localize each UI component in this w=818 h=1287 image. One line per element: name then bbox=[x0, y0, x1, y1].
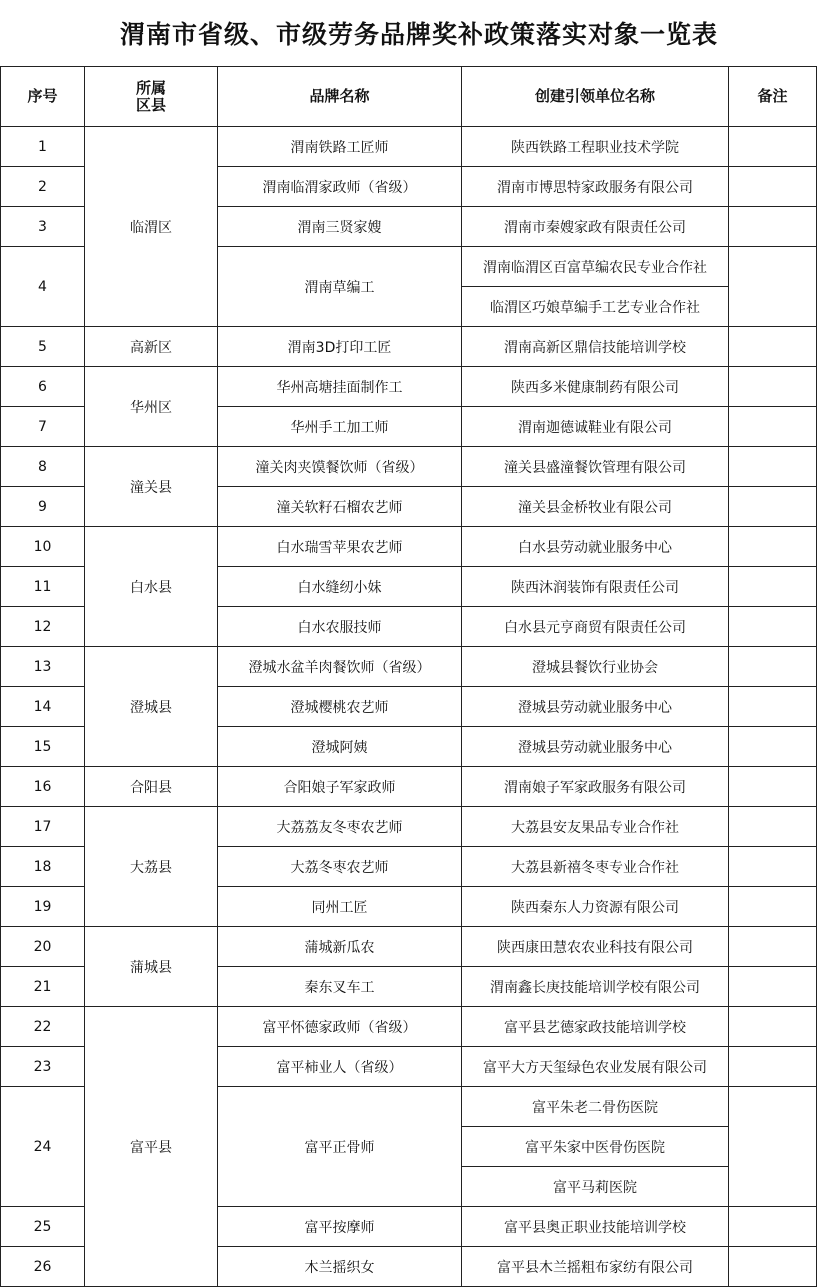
seq-cell: 1 bbox=[1, 127, 85, 167]
seq-cell: 12 bbox=[1, 607, 85, 647]
brand-cell: 潼关软籽石榴农艺师 bbox=[218, 487, 462, 527]
table-row bbox=[1, 647, 817, 687]
seq-cell: 23 bbox=[1, 1047, 85, 1087]
brand-cell: 蒲城新瓜农 bbox=[218, 927, 462, 967]
unit-cell: 渭南鑫长庚技能培训学校有限公司 bbox=[462, 967, 729, 1007]
note-cell bbox=[729, 367, 817, 407]
brand-cell: 渭南铁路工匠师 bbox=[218, 127, 462, 167]
table-row bbox=[1, 527, 817, 567]
note-cell bbox=[729, 167, 817, 207]
brand-cell: 白水农服技师 bbox=[218, 607, 462, 647]
brand-cell: 大荔冬枣农艺师 bbox=[218, 847, 462, 887]
note-cell bbox=[729, 1207, 817, 1247]
unit-cell: 陕西秦东人力资源有限公司 bbox=[462, 887, 729, 927]
unit-cell: 大荔县新禧冬枣专业合作社 bbox=[462, 847, 729, 887]
unit-cell: 富平县艺德家政技能培训学校 bbox=[462, 1007, 729, 1047]
brand-cell: 白水缝纫小妹 bbox=[218, 567, 462, 607]
note-cell bbox=[729, 967, 817, 1007]
note-cell bbox=[729, 447, 817, 487]
header-district bbox=[85, 67, 218, 127]
note-cell bbox=[729, 767, 817, 807]
unit-cell: 潼关县金桥牧业有限公司 bbox=[462, 487, 729, 527]
district-cell: 高新区 bbox=[85, 327, 218, 367]
seq-cell: 4 bbox=[1, 247, 85, 327]
seq-cell: 10 bbox=[1, 527, 85, 567]
seq-cell: 18 bbox=[1, 847, 85, 887]
brand-cell: 富平按摩师 bbox=[218, 1207, 462, 1247]
unit-cell: 富平朱家中医骨伤医院 bbox=[462, 1127, 729, 1167]
unit-cell: 渭南市秦嫂家政有限责任公司 bbox=[462, 207, 729, 247]
page-title: 渭南市省级、市级劳务品牌奖补政策落实对象一览表 bbox=[119, 20, 718, 49]
note-cell bbox=[729, 807, 817, 847]
brand-cell: 富平怀德家政师（省级） bbox=[218, 1007, 462, 1047]
header-unit: 创建引领单位名称 bbox=[462, 67, 729, 127]
unit-cell: 富平大方天玺绿色农业发展有限公司 bbox=[462, 1047, 729, 1087]
note-cell bbox=[729, 887, 817, 927]
seq-cell: 15 bbox=[1, 727, 85, 767]
note-cell bbox=[729, 607, 817, 647]
note-cell bbox=[729, 847, 817, 887]
seq-cell: 21 bbox=[1, 967, 85, 1007]
note-cell bbox=[729, 127, 817, 167]
brand-cell: 大荔荔友冬枣农艺师 bbox=[218, 807, 462, 847]
policy-table bbox=[0, 66, 817, 1287]
note-cell bbox=[729, 1247, 817, 1287]
seq-cell: 5 bbox=[1, 327, 85, 367]
seq-cell: 25 bbox=[1, 1207, 85, 1247]
seq-cell: 7 bbox=[1, 407, 85, 447]
note-cell bbox=[729, 327, 817, 367]
note-cell bbox=[729, 207, 817, 247]
seq-cell: 14 bbox=[1, 687, 85, 727]
seq-cell: 2 bbox=[1, 167, 85, 207]
seq-cell: 9 bbox=[1, 487, 85, 527]
district-cell: 蒲城县 bbox=[85, 927, 218, 1007]
seq-cell: 3 bbox=[1, 207, 85, 247]
note-cell bbox=[729, 727, 817, 767]
seq-cell: 11 bbox=[1, 567, 85, 607]
seq-cell: 16 bbox=[1, 767, 85, 807]
note-cell bbox=[729, 527, 817, 567]
brand-cell: 澄城阿姨 bbox=[218, 727, 462, 767]
seq-cell: 6 bbox=[1, 367, 85, 407]
district-cell: 潼关县 bbox=[85, 447, 218, 527]
brand-cell: 渭南临渭家政师（省级） bbox=[218, 167, 462, 207]
note-cell bbox=[729, 687, 817, 727]
unit-cell: 渭南娘子军家政服务有限公司 bbox=[462, 767, 729, 807]
unit-cell: 陕西沐润装饰有限责任公司 bbox=[462, 567, 729, 607]
brand-cell: 华州高塘挂面制作工 bbox=[218, 367, 462, 407]
note-cell bbox=[729, 1007, 817, 1047]
unit-cell: 陕西多米健康制药有限公司 bbox=[462, 367, 729, 407]
seq-cell: 17 bbox=[1, 807, 85, 847]
note-cell bbox=[729, 407, 817, 447]
header-district-line1: 所属 bbox=[135, 78, 166, 97]
unit-cell: 陕西铁路工程职业技术学院 bbox=[462, 127, 729, 167]
table-row bbox=[1, 767, 817, 807]
seq-cell: 26 bbox=[1, 1247, 85, 1287]
brand-cell: 华州手工加工师 bbox=[218, 407, 462, 447]
district-cell: 合阳县 bbox=[85, 767, 218, 807]
brand-cell: 富平正骨师 bbox=[218, 1087, 462, 1207]
header-seq: 序号 bbox=[1, 67, 85, 127]
brand-cell: 渭南3D打印工匠 bbox=[218, 327, 462, 367]
unit-cell: 渭南临渭区百富草编农民专业合作社 bbox=[462, 247, 729, 287]
brand-cell: 渭南三贤家嫂 bbox=[218, 207, 462, 247]
unit-cell: 陕西康田慧农农业科技有限公司 bbox=[462, 927, 729, 967]
brand-cell: 同州工匠 bbox=[218, 887, 462, 927]
district-cell: 富平县 bbox=[85, 1007, 218, 1287]
table-row bbox=[1, 447, 817, 487]
unit-cell: 澄城县劳动就业服务中心 bbox=[462, 687, 729, 727]
table-row bbox=[1, 807, 817, 847]
table-header-row bbox=[1, 67, 817, 127]
unit-cell: 大荔县安友果品专业合作社 bbox=[462, 807, 729, 847]
seq-cell: 20 bbox=[1, 927, 85, 967]
header-district-line2: 区县 bbox=[135, 95, 166, 114]
district-cell: 临渭区 bbox=[85, 127, 218, 327]
seq-cell: 13 bbox=[1, 647, 85, 687]
unit-cell: 富平县木兰摇粗布家纺有限公司 bbox=[462, 1247, 729, 1287]
unit-cell: 渭南迦德诚鞋业有限公司 bbox=[462, 407, 729, 447]
seq-cell: 8 bbox=[1, 447, 85, 487]
unit-cell: 富平县奥正职业技能培训学校 bbox=[462, 1207, 729, 1247]
table-row bbox=[1, 367, 817, 407]
brand-cell: 合阳娘子军家政师 bbox=[218, 767, 462, 807]
brand-cell: 潼关肉夹馍餐饮师（省级） bbox=[218, 447, 462, 487]
district-cell: 大荔县 bbox=[85, 807, 218, 927]
unit-cell: 渭南市博思特家政服务有限公司 bbox=[462, 167, 729, 207]
district-cell: 华州区 bbox=[85, 367, 218, 447]
seq-cell: 22 bbox=[1, 1007, 85, 1047]
brand-cell: 秦东叉车工 bbox=[218, 967, 462, 1007]
unit-cell: 白水县元亨商贸有限责任公司 bbox=[462, 607, 729, 647]
unit-cell: 澄城县餐饮行业协会 bbox=[462, 647, 729, 687]
unit-cell: 渭南高新区鼎信技能培训学校 bbox=[462, 327, 729, 367]
unit-cell: 富平马莉医院 bbox=[462, 1167, 729, 1207]
table-row bbox=[1, 327, 817, 367]
brand-cell: 澄城樱桃农艺师 bbox=[218, 687, 462, 727]
district-cell: 白水县 bbox=[85, 527, 218, 647]
header-note: 备注 bbox=[729, 67, 817, 127]
note-cell bbox=[729, 1047, 817, 1087]
note-cell bbox=[729, 567, 817, 607]
unit-cell: 澄城县劳动就业服务中心 bbox=[462, 727, 729, 767]
unit-cell: 富平朱老二骨伤医院 bbox=[462, 1087, 729, 1127]
table-row bbox=[1, 927, 817, 967]
seq-cell: 19 bbox=[1, 887, 85, 927]
unit-cell: 潼关县盛潼餐饮管理有限公司 bbox=[462, 447, 729, 487]
brand-cell: 渭南草编工 bbox=[218, 247, 462, 327]
brand-cell: 澄城水盆羊肉餐饮师（省级） bbox=[218, 647, 462, 687]
table-row bbox=[1, 1007, 817, 1047]
unit-cell: 临渭区巧娘草编手工艺专业合作社 bbox=[462, 287, 729, 327]
table-row bbox=[1, 127, 817, 167]
district-cell: 澄城县 bbox=[85, 647, 218, 767]
header-brand: 品牌名称 bbox=[218, 67, 462, 127]
brand-cell: 木兰摇织女 bbox=[218, 1247, 462, 1287]
unit-cell: 白水县劳动就业服务中心 bbox=[462, 527, 729, 567]
note-cell bbox=[729, 247, 817, 327]
note-cell bbox=[729, 487, 817, 527]
note-cell bbox=[729, 1087, 817, 1207]
note-cell bbox=[729, 647, 817, 687]
brand-cell: 富平柿业人（省级） bbox=[218, 1047, 462, 1087]
note-cell bbox=[729, 927, 817, 967]
seq-cell: 24 bbox=[1, 1087, 85, 1207]
brand-cell: 白水瑞雪苹果农艺师 bbox=[218, 527, 462, 567]
